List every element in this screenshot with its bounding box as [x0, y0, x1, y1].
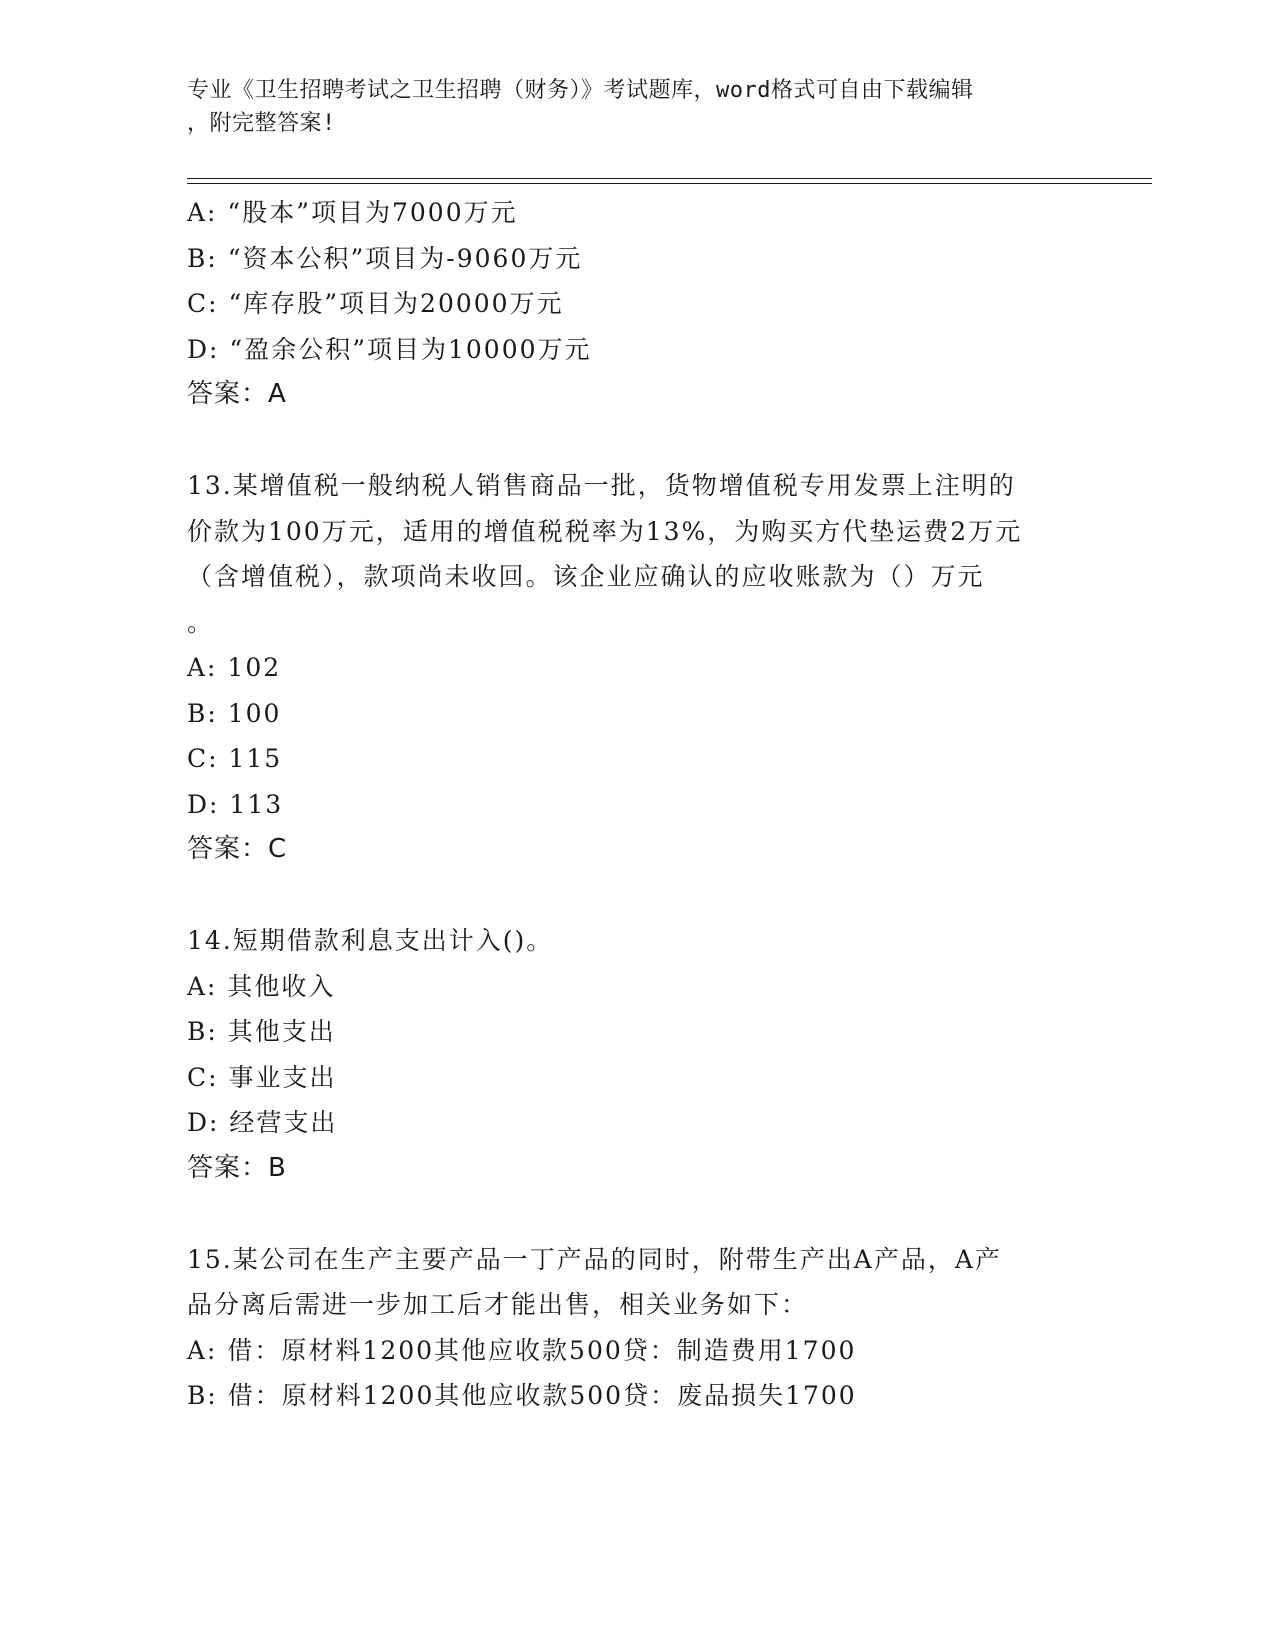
question-15 [187, 1237, 1087, 1419]
option-b: B: “资本公积”项目为-9060万元 [187, 243, 583, 273]
question-13 [187, 463, 1087, 873]
option-b: B: 100 [187, 698, 282, 728]
option-a: A: “股本”项目为7000万元 [187, 198, 518, 227]
option-b: B: 借：原材料1200其他应收款500贷：废品损失1700 [187, 1381, 857, 1410]
question-text-line: 品分离后需进一步加工后才能出售，相关业务如下： [187, 1290, 809, 1319]
option-d: D: 经营支出 [187, 1108, 338, 1137]
spacer [187, 873, 1087, 919]
answer: 答案：C [187, 834, 288, 864]
question-text-line: 价款为100万元，适用的增值税税率为13%，为购买方代垫运费2万元 [187, 516, 1023, 546]
option-c: C: “库存股”项目为20000万元 [187, 289, 564, 318]
header-divider [187, 178, 1152, 184]
document-header [187, 74, 1067, 140]
answer: 答案：B [187, 1152, 287, 1183]
header-line-1: 专业《卫生招聘考试之卫生招聘（财务）》考试题库，word格式可自由下载编辑 [187, 78, 974, 103]
question-12 [187, 190, 1087, 418]
question-14 [187, 918, 1087, 1191]
option-a: A: 借：原材料1200其他应收款500贷：制造费用1700 [187, 1335, 857, 1365]
option-d: D: “盈余公积”项目为10000万元 [187, 334, 592, 364]
spacer [187, 418, 1087, 464]
question-text-line: 15.某公司在生产主要产品一丁产品的同时，附带生产出A产品，A产 [187, 1244, 1002, 1274]
question-text-line: 14.短期借款利息支出计入()。 [187, 926, 554, 955]
question-text-line: 13.某增值税一般纳税人销售商品一批，货物增值税专用发票上注明的 [187, 471, 1016, 500]
question-text-line: （含增值税），款项尚未收回。该企业应确认的应收账款为（）万元 [187, 562, 985, 591]
option-c: C: 事业支出 [187, 1062, 337, 1092]
question-text-line: 。 [187, 607, 215, 637]
header-line-2: ，附完整答案! [187, 111, 336, 136]
answer: 答案：A [187, 379, 287, 409]
option-a: A: 102 [187, 653, 282, 682]
option-b: B: 其他支出 [187, 1017, 336, 1046]
option-c: C: 115 [187, 744, 283, 773]
question-content [187, 190, 1087, 1419]
spacer [187, 1191, 1087, 1237]
option-d: D: 113 [187, 789, 284, 819]
option-a: A: 其他收入 [187, 971, 336, 1001]
